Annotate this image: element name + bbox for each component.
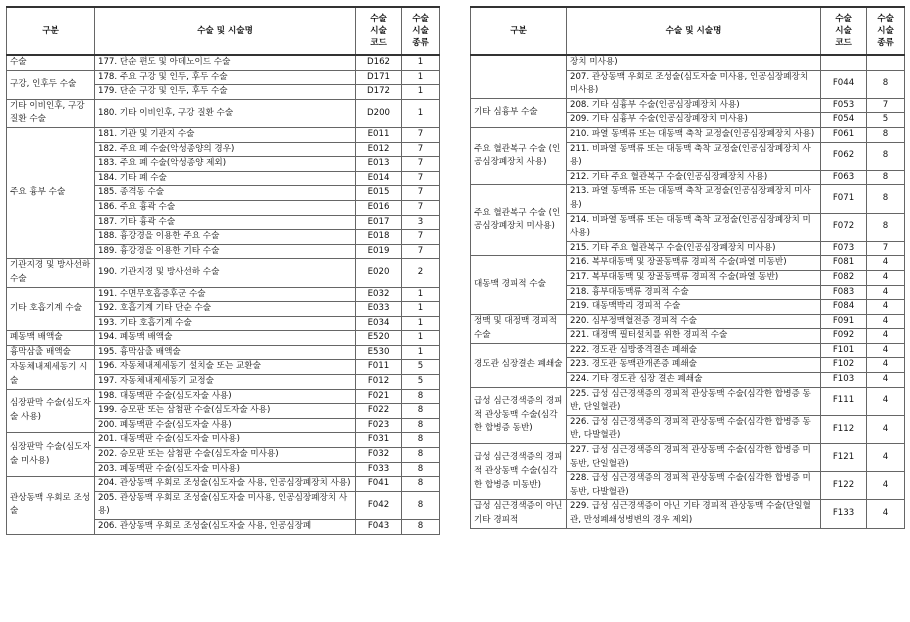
code-cell: F043 — [356, 520, 402, 535]
category-cell: 심장판막 수술(심도자술 사용) — [7, 389, 95, 433]
type-cell: 4 — [867, 444, 905, 472]
code-cell: F111 — [821, 387, 867, 415]
procedure-name-cell: 211. 비파열 동맥류 또는 대동맥 축착 교정술(인공심장폐장치 사용) — [567, 142, 821, 170]
category-cell: 기타 이비인후, 구강 질환 수술 — [7, 99, 95, 127]
table-row — [7, 331, 440, 346]
type-cell: 1 — [402, 55, 440, 70]
type-cell: 8 — [402, 462, 440, 477]
left-header-row — [7, 7, 440, 55]
type-cell: 4 — [867, 285, 905, 300]
code-cell: E018 — [356, 230, 402, 245]
type-cell: 8 — [867, 185, 905, 213]
table-row — [7, 99, 440, 127]
code-cell: F072 — [821, 213, 867, 241]
code-cell: E014 — [356, 171, 402, 186]
category-cell: 관상동맥 우회로 조성술 — [7, 477, 95, 534]
right-header-row — [471, 7, 905, 55]
category-cell: 흉막삼출 배액술 — [7, 345, 95, 360]
procedure-name-cell: 177. 단순 편도 및 아데노이드 수술 — [95, 55, 356, 70]
table-row — [7, 70, 440, 85]
code-cell: F102 — [821, 358, 867, 373]
type-cell: 7 — [402, 200, 440, 215]
procedure-name-cell: 189. 흉강경을 이용한 기타 수술 — [95, 244, 356, 259]
table-row — [7, 55, 440, 70]
procedure-name-cell: 178. 주요 구강 및 인두, 후두 수술 — [95, 70, 356, 85]
type-cell: 8 — [867, 213, 905, 241]
type-cell: 7 — [402, 127, 440, 142]
type-cell: 4 — [867, 270, 905, 285]
type-cell: 7 — [402, 157, 440, 172]
header-type: 수술 시술 종류 — [402, 7, 440, 55]
type-cell: 7 — [867, 98, 905, 113]
type-cell: 7 — [402, 186, 440, 201]
code-cell: F022 — [356, 404, 402, 419]
procedure-name-cell: 205. 관상동맥 우회로 조성술(심도자술 미사용, 인공심장폐장치 사용) — [95, 491, 356, 519]
type-cell: 4 — [867, 387, 905, 415]
procedure-name-cell: 179. 단순 구강 및 인두, 후두 수술 — [95, 85, 356, 100]
header-category: 구분 — [471, 7, 567, 55]
procedure-name-cell: 198. 대동맥판 수술(심도자술 사용) — [95, 389, 356, 404]
table-row — [471, 387, 905, 415]
procedure-name-cell: 192. 호흡기계 기타 단순 수술 — [95, 302, 356, 317]
code-cell: F112 — [821, 415, 867, 443]
type-cell: 7 — [402, 171, 440, 186]
code-cell: E019 — [356, 244, 402, 259]
type-cell: 8 — [402, 491, 440, 519]
category-cell: 수술 — [7, 55, 95, 70]
type-cell: 8 — [867, 70, 905, 98]
type-cell: 7 — [402, 142, 440, 157]
code-cell: E017 — [356, 215, 402, 230]
procedure-name-cell: 212. 기타 주요 혈관복구 수술(인공심장폐장치 사용) — [567, 170, 821, 185]
code-cell: E013 — [356, 157, 402, 172]
code-cell: F133 — [821, 500, 867, 528]
procedure-name-cell: 227. 급성 심근경색증의 경피적 관상동맥 수술(심각한 합병증 미동반, 단일혈관) — [567, 444, 821, 472]
procedure-name-cell: 219. 대동맥박리 경피적 수술 — [567, 300, 821, 315]
procedure-name-cell: 210. 파열 동맥류 또는 대동맥 축착 교정술(인공심장폐장치 사용) — [567, 127, 821, 142]
procedure-name-cell: 194. 폐동맥 배액술 — [95, 331, 356, 346]
code-cell: F073 — [821, 241, 867, 256]
table-row — [471, 343, 905, 358]
code-cell: F053 — [821, 98, 867, 113]
category-cell: 주요 혈관복구 수술 (인공심장폐장치 미사용) — [471, 185, 567, 256]
procedure-name-cell: 217. 복부대동맥 및 장골동맥류 경피적 수술(파열 동반) — [567, 270, 821, 285]
left-table-body — [7, 55, 440, 534]
category-cell: 급성 심근경색증의 경피적 관상동맥 수술(심각한 합병증 동반) — [471, 387, 567, 443]
right-table-panel — [470, 6, 904, 529]
category-cell: 정맥 및 대정맥 경피적 수술 — [471, 314, 567, 343]
code-cell: F031 — [356, 433, 402, 448]
code-cell: F101 — [821, 343, 867, 358]
table-row — [471, 256, 905, 271]
type-cell: 1 — [402, 302, 440, 317]
header-code: 수술 시술 코드 — [356, 7, 402, 55]
type-cell: 8 — [867, 127, 905, 142]
code-cell: D172 — [356, 85, 402, 100]
code-cell: E520 — [356, 331, 402, 346]
type-cell: 4 — [867, 343, 905, 358]
code-cell: F121 — [821, 444, 867, 472]
type-cell: 8 — [402, 433, 440, 448]
procedure-name-cell: 213. 파열 동맥류 또는 대동맥 축착 교정술(인공심장폐장치 미사용) — [567, 185, 821, 213]
procedure-name-cell: 216. 복부대동맥 및 장골동맥류 경피적 수술(파열 미동반) — [567, 256, 821, 271]
procedure-name-cell: 장치 미사용) — [567, 55, 821, 70]
code-cell: F122 — [821, 472, 867, 500]
category-cell: 기관지경 및 방사선하 수술 — [7, 259, 95, 287]
procedure-name-cell: 208. 기타 심흉부 수술(인공심장폐장치 사용) — [567, 98, 821, 113]
table-row — [7, 389, 440, 404]
type-cell: 1 — [402, 85, 440, 100]
table-row — [7, 259, 440, 287]
procedure-name-cell: 197. 자동체내제세동기 교정술 — [95, 375, 356, 390]
table-row — [7, 345, 440, 360]
type-cell: 7 — [402, 230, 440, 245]
code-cell: F041 — [356, 477, 402, 492]
type-cell: 4 — [867, 358, 905, 373]
type-cell: 1 — [402, 99, 440, 127]
category-cell — [471, 55, 567, 98]
type-cell: 4 — [867, 472, 905, 500]
table-row — [471, 127, 905, 142]
procedure-name-cell: 180. 기타 이비인후, 구강 질환 수술 — [95, 99, 356, 127]
procedure-name-cell: 224. 기타 경도관 심장 결손 폐쇄술 — [567, 373, 821, 388]
procedure-name-cell: 207. 관상동맥 우회로 조성술(심도자술 미사용, 인공심장폐장치 미사용) — [567, 70, 821, 98]
procedure-name-cell: 223. 경도관 동맥관개존증 폐쇄술 — [567, 358, 821, 373]
code-cell: F083 — [821, 285, 867, 300]
procedure-name-cell: 193. 기타 호흡기계 수술 — [95, 316, 356, 331]
category-cell: 주요 흉부 수술 — [7, 127, 95, 258]
type-cell: 4 — [867, 314, 905, 329]
procedure-name-cell: 229. 급성 심근경색증이 아닌 기타 경피적 관상동맥 수술(단일혈관, 만성폐쇄성병변의 경우 제외) — [567, 500, 821, 528]
category-cell: 급성 심근경색증이 아닌 기타 경피적 — [471, 500, 567, 528]
type-cell: 4 — [867, 300, 905, 315]
code-cell: E012 — [356, 142, 402, 157]
code-cell: F023 — [356, 418, 402, 433]
table-row — [471, 185, 905, 213]
code-cell: F062 — [821, 142, 867, 170]
type-cell: 8 — [402, 520, 440, 535]
code-cell: F063 — [821, 170, 867, 185]
type-cell: 8 — [402, 418, 440, 433]
procedure-name-cell: 214. 비파열 동맥류 또는 대동맥 축착 교정술(인공심장폐장치 미사용) — [567, 213, 821, 241]
category-cell: 심장판막 수술(심도자술 미사용) — [7, 433, 95, 477]
header-category: 구분 — [7, 7, 95, 55]
type-cell: 5 — [402, 375, 440, 390]
code-cell: E034 — [356, 316, 402, 331]
category-cell: 폐동맥 배액술 — [7, 331, 95, 346]
code-cell: F071 — [821, 185, 867, 213]
category-cell: 대동맥 경피적 수술 — [471, 256, 567, 314]
procedure-name-cell: 206. 관상동맥 우회로 조성술(심도자술 사용, 인공심장폐 — [95, 520, 356, 535]
table-row — [471, 500, 905, 528]
procedure-name-cell: 202. 승모판 또는 삼첨판 수술(심도자술 미사용) — [95, 448, 356, 463]
code-cell: E032 — [356, 287, 402, 302]
type-cell: 8 — [867, 170, 905, 185]
header-procedure: 수술 및 시술명 — [95, 7, 356, 55]
procedure-name-cell: 187. 기타 흉곽 수술 — [95, 215, 356, 230]
code-cell: F042 — [356, 491, 402, 519]
code-cell: D171 — [356, 70, 402, 85]
code-cell: E016 — [356, 200, 402, 215]
header-procedure: 수술 및 시술명 — [567, 7, 821, 55]
category-cell: 기타 호흡기계 수술 — [7, 287, 95, 331]
type-cell: 1 — [402, 70, 440, 85]
left-procedure-table — [6, 6, 440, 535]
procedure-name-cell: 200. 폐동맥판 수술(심도자술 사용) — [95, 418, 356, 433]
code-cell: F091 — [821, 314, 867, 329]
type-cell: 5 — [867, 113, 905, 128]
table-row — [471, 444, 905, 472]
code-cell: E020 — [356, 259, 402, 287]
table-row — [7, 360, 440, 375]
type-cell: 8 — [402, 389, 440, 404]
code-cell: F061 — [821, 127, 867, 142]
code-cell: F012 — [356, 375, 402, 390]
type-cell: 8 — [402, 477, 440, 492]
code-cell: E530 — [356, 345, 402, 360]
code-cell: E033 — [356, 302, 402, 317]
procedure-name-cell: 226. 급성 심근경색증의 경피적 관상동맥 수술(심각한 합병증 동반, 다발혈관) — [567, 415, 821, 443]
code-cell: F082 — [821, 270, 867, 285]
procedure-name-cell: 218. 흉부대동맥류 경피적 수술 — [567, 285, 821, 300]
procedure-name-cell: 220. 심부정맥혈전증 경피적 수술 — [567, 314, 821, 329]
category-cell: 경도관 심장결손 폐쇄술 — [471, 343, 567, 387]
category-cell: 기타 심흉부 수술 — [471, 98, 567, 127]
type-cell: 4 — [867, 373, 905, 388]
type-cell: 4 — [867, 329, 905, 344]
table-row — [471, 98, 905, 113]
procedure-name-cell: 190. 기관지경 및 방사선하 수술 — [95, 259, 356, 287]
category-cell: 자동체내제세동기 시술 — [7, 360, 95, 389]
type-cell: 1 — [402, 345, 440, 360]
procedure-name-cell: 204. 관상동맥 우회로 조성술(심도자술 사용, 인공심장폐장치 사용) — [95, 477, 356, 492]
code-cell: F092 — [821, 329, 867, 344]
code-cell: F044 — [821, 70, 867, 98]
procedure-name-cell: 228. 급성 심근경색증의 경피적 관상동맥 수술(심각한 합병증 미동반, 다발혈관) — [567, 472, 821, 500]
procedure-name-cell: 185. 종격동 수술 — [95, 186, 356, 201]
code-cell: F011 — [356, 360, 402, 375]
table-row — [7, 477, 440, 492]
code-cell — [821, 55, 867, 70]
type-cell: 1 — [402, 287, 440, 302]
left-table-panel — [6, 6, 439, 535]
type-cell: 2 — [402, 259, 440, 287]
category-cell: 주요 혈관복구 수술 (인공심장폐장치 사용) — [471, 127, 567, 184]
type-cell: 8 — [402, 448, 440, 463]
code-cell: D162 — [356, 55, 402, 70]
code-cell: F084 — [821, 300, 867, 315]
code-cell: F054 — [821, 113, 867, 128]
procedure-name-cell: 183. 주요 폐 수술(악성종양 제외) — [95, 157, 356, 172]
procedure-name-cell: 209. 기타 심흉부 수술(인공심장폐장치 미사용) — [567, 113, 821, 128]
type-cell: 4 — [867, 415, 905, 443]
type-cell: 4 — [867, 256, 905, 271]
right-procedure-table — [470, 6, 905, 529]
type-cell: 8 — [402, 404, 440, 419]
type-cell: 1 — [402, 316, 440, 331]
type-cell: 7 — [402, 244, 440, 259]
code-cell: E015 — [356, 186, 402, 201]
procedure-name-cell: 221. 대정맥 필터설치를 위한 경피적 수술 — [567, 329, 821, 344]
right-table-body — [471, 55, 905, 528]
procedure-name-cell: 184. 기타 폐 수술 — [95, 171, 356, 186]
code-cell: F032 — [356, 448, 402, 463]
type-cell: 8 — [867, 142, 905, 170]
procedure-name-cell: 215. 기타 주요 혈관복구 수술(인공심장폐장치 미사용) — [567, 241, 821, 256]
type-cell: 1 — [402, 331, 440, 346]
procedure-name-cell: 203. 폐동맥판 수술(심도자술 미사용) — [95, 462, 356, 477]
procedure-name-cell: 182. 주요 폐 수술(악성종양의 경우) — [95, 142, 356, 157]
type-cell — [867, 55, 905, 70]
header-type: 수술 시술 종류 — [867, 7, 905, 55]
procedure-name-cell: 195. 흉막삼출 배액술 — [95, 345, 356, 360]
code-cell: F103 — [821, 373, 867, 388]
type-cell: 7 — [867, 241, 905, 256]
table-row — [7, 127, 440, 142]
table-row — [471, 314, 905, 329]
procedure-name-cell: 196. 자동체내제세동기 설치술 또는 교환술 — [95, 360, 356, 375]
table-row — [7, 287, 440, 302]
code-cell: F021 — [356, 389, 402, 404]
table-row — [471, 55, 905, 70]
procedure-name-cell: 222. 경도관 심방중격결손 폐쇄술 — [567, 343, 821, 358]
code-cell: D200 — [356, 99, 402, 127]
type-cell: 3 — [402, 215, 440, 230]
procedure-name-cell: 201. 대동맥판 수술(심도자술 미사용) — [95, 433, 356, 448]
procedure-name-cell: 191. 수면무호흡증후군 수술 — [95, 287, 356, 302]
type-cell: 4 — [867, 500, 905, 528]
header-code: 수술 시술 코드 — [821, 7, 867, 55]
table-row — [7, 433, 440, 448]
procedure-name-cell: 199. 승모판 또는 삼첨판 수술(심도자술 사용) — [95, 404, 356, 419]
code-cell: F033 — [356, 462, 402, 477]
type-cell: 5 — [402, 360, 440, 375]
procedure-name-cell: 181. 기관 및 기관지 수술 — [95, 127, 356, 142]
procedure-name-cell: 225. 급성 심근경색증의 경피적 관상동맥 수술(심각한 합병증 동반, 단일혈관) — [567, 387, 821, 415]
code-cell: E011 — [356, 127, 402, 142]
category-cell: 급성 심근경색증의 경피적 관상동맥 수술(심각한 합병증 미동반) — [471, 444, 567, 500]
category-cell: 구강, 인후두 수술 — [7, 70, 95, 99]
code-cell: F081 — [821, 256, 867, 271]
procedure-name-cell: 186. 주요 흉곽 수술 — [95, 200, 356, 215]
procedure-name-cell: 188. 흉강경을 이용한 주요 수술 — [95, 230, 356, 245]
